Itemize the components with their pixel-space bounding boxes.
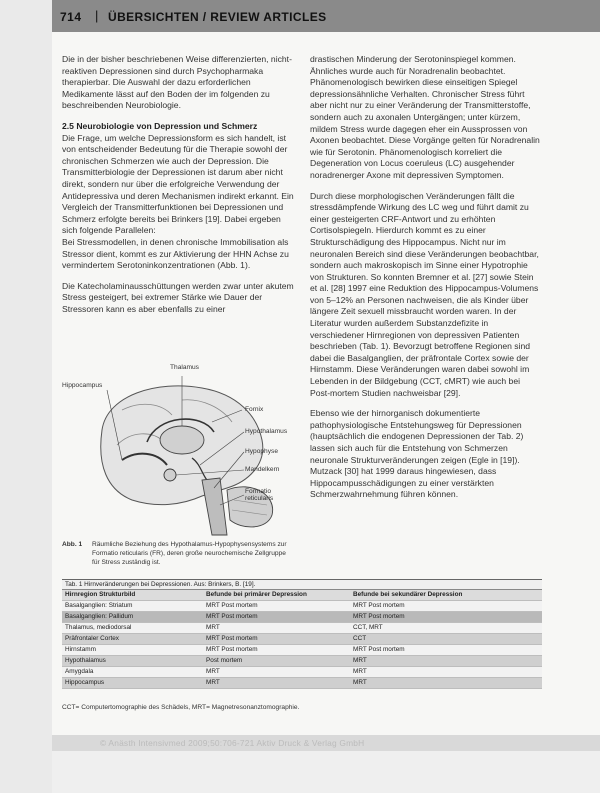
table-cell: CCT [353,635,367,642]
label-hypophyse: Hypophyse [245,448,278,455]
section-heading: 2.5 Neurobiologie von Depression und Schmerz [62,120,258,131]
left-column [62,54,294,315]
table-cell: MRT [353,657,367,664]
paragraph: drastischen Minderung der Serotoninspiegel kommen. Ähnliches wurde auch für Noradrenalin beobachtet. Phänomenologisch bewirken diese einseitigen Spiegel depressionsähnliche Verhalten. Chronischer Stress führt aber nicht nur zu einer Veränderung der Transmitterstoffe, sondern auch zu axonalen Untergängen; unter kürzem, mildem Stress wurde dagegen eher ein Aussprossen von Axonen beobachtet. Diese Vorgänge gelten für Noradrenalin wie für Serotonin. Phänomenologisch korreliert die Degeneration von Locus coeruleus (LC) ausgehender noradrenerger Axone mit depressiven Symptomen. [310,54,540,180]
table-cell: MRT Post mortem [206,602,258,609]
table-cell: Basalganglien: Striatum [65,602,133,609]
table-cell: Basalganglien: Pallidum [65,613,134,620]
table-row [62,612,542,623]
bottom-margin [52,751,600,793]
table-row [62,623,542,634]
table-header-row [62,590,542,601]
paragraph: Die Katecholaminausschüttungen werden zwar unter akutem Stress gesteigert, bei extremer Stärke wie Dauer der Stressoren kann es aber ebenfalls zu einer [62,280,294,314]
paragraph: Durch diese morphologischen Veränderungen fällt die stressdämpfende Wirkung des LC weg und führt damit zu einer gesteigerten CRF-Antwort und zu erhöhten Cortisolspiegeln. Hierdurch kommt es zu einer Strukturschädigung des Hippocampus. Nicht nur im neuronalen Bereich sind diese Veränderungen beobachtbar, sondern auch makroskopisch im Sinne einer Hypotrophie von Strukturen. So konnten Bremner et al. [27] sowie Stein et al. [28] 1997 eine Reduktion des Hippocampus-Volumens von 5–12% an Personen nachweisen, die als Kinder über längere Zeit sexuell missbraucht worden waren. In der Literatur wurden außerdem Substanzdefizite in verschiedener Hirnregionen von depressiven Patienten beschrieben (Tab. 1). Bevorzugt betroffene Regionen sind dabei die Basalganglien, der präfrontale Cortex sowie der Hirnstamm. Diese Veränderungen waren dabei sowohl im Lebenden in der Bildgebung (CCT, cMRT) wie auch bei Post-mortem Studien nachweisbar [29]. [310,190,539,398]
table-row [62,634,542,645]
data-table [62,579,542,689]
paragraph: Bei Stressmodellen, in denen chronische Immobilisation als Stressor dient, kommt es zur Aktivierung der HHN Achse zu vermindertem Serotoninkonzentrationen (Abb. 1). [62,236,289,271]
page-margin [0,0,52,793]
header-separator: | [95,8,99,23]
table-footnote: CCT= Computertomographie des Schädels, MRT= Magnetresonanztomographie. [62,704,300,711]
column-header: Befunde bei primärer Depression [206,591,307,598]
table-row [62,667,542,678]
table-cell: MRT [206,624,220,631]
label-mandelkern: Mandelkern [245,466,280,473]
column-header: Befunde bei sekundärer Depression [353,591,463,598]
table-cell: MRT Post mortem [353,613,405,620]
right-column [310,54,542,501]
label-formatio-reticularis: Formatio reticularis [245,488,274,502]
section-title: ÜBERSICHTEN / REVIEW ARTICLES [108,10,327,24]
table-cell: MRT [206,679,220,686]
page-number: 714 [60,10,82,24]
table-cell: Amygdala [65,668,94,675]
table-cell: Hirnstamm [65,646,96,653]
paragraph: Die in der bisher beschriebenen Weise differenzierten, nicht-reaktiven Depressionen sind durch Psychopharmaka therapierbar. Die Auswahl der dazu erforderlichen Medikamente lässt auf den Boden der im folgenden zu beschreibenden Neurobiologie. [62,54,292,111]
label-fornix: Fornix [245,406,264,413]
table-row [62,656,542,667]
label-hippocampus: Hippocampus [62,382,103,389]
table-cell: MRT Post mortem [353,646,405,653]
table-cell: MRT [206,668,220,675]
table-row [62,601,542,612]
table-cell: MRT [353,679,367,686]
caption-text: Räumliche Beziehung des Hypothalamus-Hypophysensystems zur Formatio reticularis (FR), deren große neurochemische Zellgruppe für Stress zuständig ist. [92,541,287,566]
paragraph: Ebenso wie der hirnorganisch dokumentierte pathophysiologische Entstehungsweg für Depressionen (hauptsächlich die endogenen Depressionen der Tab. 2) lassen sich auch für die Entstehung von Schmerzen neuronale Strukturveränderungen zeigen (Egle in [19]). Mutzack [30] hat 1999 daraus hingewiesen, dass Hippocampusschädigungen zu einer verstärkten Schmerzwahrnehmung führen können. [310,408,524,500]
table-cell: MRT Post mortem [206,613,258,620]
table-title: Tab. 1 Hirnveränderungen bei Depressionen. Aus: Brinkers, B. [19]. [62,580,542,590]
table-row [62,645,542,656]
brain-illustration [62,370,294,540]
table-row [62,678,542,689]
brain-figure [62,364,294,540]
copyright-footer: © Anästh Intensivmed 2009;50:706-721 Aktiv Druck & Verlag GmbH [100,738,365,748]
label-thalamus: Thalamus [170,364,199,371]
label-hypothalamus: Hypothalamus [245,428,288,435]
column-header: Hirnregion Strukturbild [65,591,136,598]
table-cell: MRT Post mortem [206,635,258,642]
table-cell: CCT, MRT [353,624,383,631]
table-cell: MRT Post mortem [353,602,405,609]
paragraph: Die Frage, um welche Depressionsform es sich handelt, ist von entscheidender Bedeutung für die Therapie sowohl der chronischen Schmerzen wie auch der Depression. Die Transmitterbiologie der Depressionen ist darum aber nicht direkt, sondern nur über die erfolgreiche Verwendung der Antidepressiva und deren Mechanismen indirekt erkannt. Ein Vergleich der Transmitterfunktionen bei Depressionen und Schmerz erfolgte bereits bei Brinkers [19]. Dabei ergeben sich folgende Parallelen: [62,132,294,236]
table-cell: Präfrontaler Cortex [65,635,119,642]
table-cell: Thalamus, mediodorsal [65,624,132,631]
table-cell: Hypothalamus [65,657,106,664]
table-cell: Post mortem [206,657,243,664]
table-cell: Hippocampus [65,679,105,686]
table-cell: MRT Post mortem [206,646,258,653]
caption-label: Abb. 1 [62,541,83,548]
table-cell: MRT [353,668,367,675]
